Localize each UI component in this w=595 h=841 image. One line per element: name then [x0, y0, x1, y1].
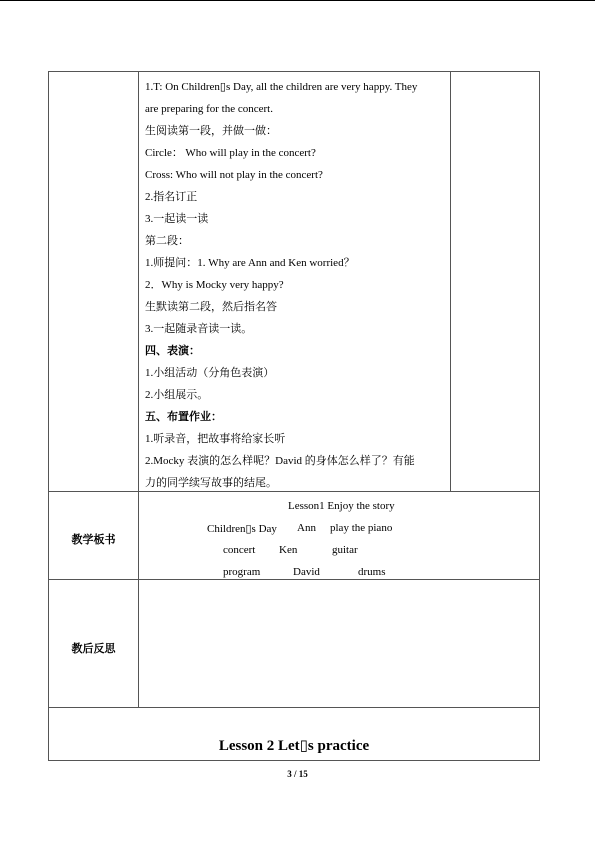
row-divider-reflection: [48, 579, 540, 580]
board-cell: Ann: [297, 522, 316, 534]
header-rule: [0, 0, 595, 1]
plan-line: 2.指名订正: [145, 191, 198, 203]
plan-line: 1.听录音，把故事将给家长听: [145, 433, 286, 445]
plan-line: 1.小组活动（分角色表演）: [145, 367, 275, 379]
plan-line: 生阅读第一段，并做一做：: [145, 125, 277, 137]
board-cell: David: [293, 566, 320, 578]
board-cell: drums: [358, 566, 386, 578]
reflection-label: 教后反思: [71, 642, 116, 655]
plan-line: 力的同学续写故事的结尾。: [145, 477, 277, 489]
plan-line: Cross: Who will not play in the concert?: [145, 169, 323, 181]
plan-line: are preparing for the concert.: [145, 103, 273, 115]
plan-line: Circle： Who will play in the concert?: [145, 147, 316, 159]
page-number: 3 / 15: [287, 769, 308, 779]
plan-line: 五、布置作业：: [145, 411, 222, 423]
column-divider-left: [138, 71, 139, 707]
board-cell: guitar: [332, 544, 358, 556]
plan-line: 3.一起随录音读一读。: [145, 323, 253, 335]
column-divider-right: [450, 71, 451, 491]
board-label: 教学板书: [71, 533, 116, 546]
plan-line: 四、表演：: [145, 345, 200, 357]
board-title: Lesson1 Enjoy the story: [288, 500, 395, 512]
plan-line: 3.一起读一读: [145, 213, 209, 225]
plan-line: 2．Why is Mocky very happy?: [145, 279, 284, 291]
row-divider-lesson2: [48, 707, 540, 708]
plan-line: 1.T: On Children▯s Day, all the children are very happy. They: [145, 81, 418, 93]
lesson2-title: Lesson 2 Let▯s practice: [218, 738, 370, 754]
plan-line: 2.Mocky 表演的怎么样呢？David 的身体怎么样了？有能: [145, 455, 415, 467]
plan-line: 1.师提问：1. Why are Ann and Ken worried？: [145, 257, 355, 269]
plan-line: 第二段：: [145, 235, 189, 247]
board-cell: play the piano: [330, 522, 393, 534]
board-cell: program: [223, 566, 261, 578]
board-cell: Ken: [279, 544, 298, 556]
board-cell: Children▯s Day: [207, 523, 277, 535]
plan-line: 2.小组展示。: [145, 389, 209, 401]
plan-line: 生默读第二段，然后指名答: [145, 301, 277, 313]
teaching-process-content: [145, 76, 445, 494]
board-cell: concert: [223, 544, 256, 556]
